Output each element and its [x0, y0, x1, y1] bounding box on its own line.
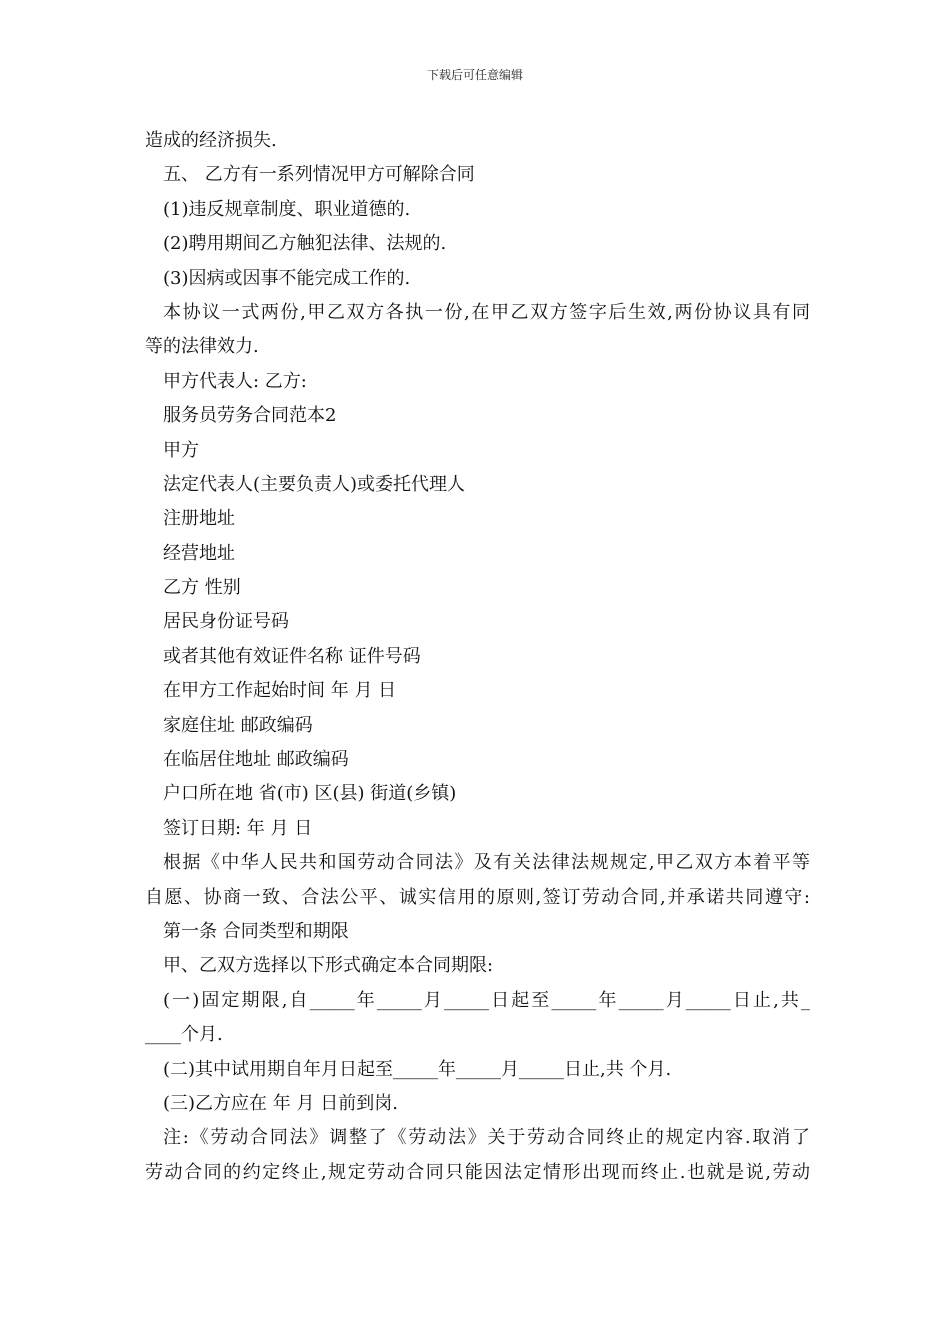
text-line: (二)其中试用期自年月日起至_____年_____月_____日止,共 个月. [163, 1058, 672, 1080]
text-line: (三)乙方应在 年 月 日前到岗. [163, 1092, 398, 1114]
text-line: (3)因病或因事不能完成工作的. [163, 267, 411, 289]
text-line: (2)聘用期间乙方触犯法律、法规的. [163, 233, 447, 255]
text-line: 五、 乙方有一系列情况甲方可解除合同 [163, 164, 475, 186]
text-line: 家庭住址 邮政编码 [163, 714, 313, 736]
text-line: 等的法律效力. [145, 336, 259, 358]
text-line: 法定代表人(主要负责人)或委托代理人 [163, 473, 466, 495]
text-line: 签订日期: 年 月 日 [163, 817, 313, 839]
text-line: 本协议一式两份,甲乙双方各执一份,在甲乙双方签字后生效,两份协议具有同 [163, 301, 810, 323]
text-line: 甲方 [163, 439, 199, 461]
text-line: 劳动合同的约定终止,规定劳动合同只能因法定情形出现而终止.也就是说,劳动 [145, 1161, 810, 1183]
text-line: 在临居住地址 邮政编码 [163, 749, 349, 771]
text-line: 甲、乙双方选择以下形式确定本合同期限: [163, 955, 494, 977]
text-line: 乙方 性别 [163, 577, 241, 599]
text-line: 第一条 合同类型和期限 [163, 920, 349, 942]
text-line: (1)违反规章制度、职业道德的. [163, 198, 411, 220]
text-line: 甲方代表人: 乙方: [163, 370, 307, 392]
text-line: 经营地址 [163, 542, 235, 564]
text-line: 自愿、协商一致、合法公平、诚实信用的原则,签订劳动合同,并承诺共同遵守: [145, 886, 810, 908]
text-line: (一)固定期限,自_____年_____月_____日起至_____年_____月_____日止,共_ [163, 989, 810, 1011]
text-line: 注:《劳动合同法》调整了《劳动法》关于劳动合同终止的规定内容.取消了 [163, 1127, 810, 1149]
text-line: ____个月. [145, 1024, 223, 1046]
text-line: 或者其他有效证件名称 证件号码 [163, 645, 421, 667]
page-header: 下载后可任意编辑 [426, 68, 523, 82]
text-line: 户口所在地 省(市) 区(县) 街道(乡镇) [163, 783, 457, 805]
text-line: 居民身份证号码 [163, 611, 289, 633]
text-line: 服务员劳务合同范本2 [163, 405, 337, 427]
text-line: 注册地址 [163, 508, 235, 530]
text-line: 在甲方工作起始时间 年 月 日 [163, 680, 397, 702]
text-line: 根据《中华人民共和国劳动合同法》及有关法律法规规定,甲乙双方本着平等 [163, 852, 810, 874]
document-body [145, 124, 810, 1190]
text-line: 造成的经济损失. [145, 130, 277, 151]
